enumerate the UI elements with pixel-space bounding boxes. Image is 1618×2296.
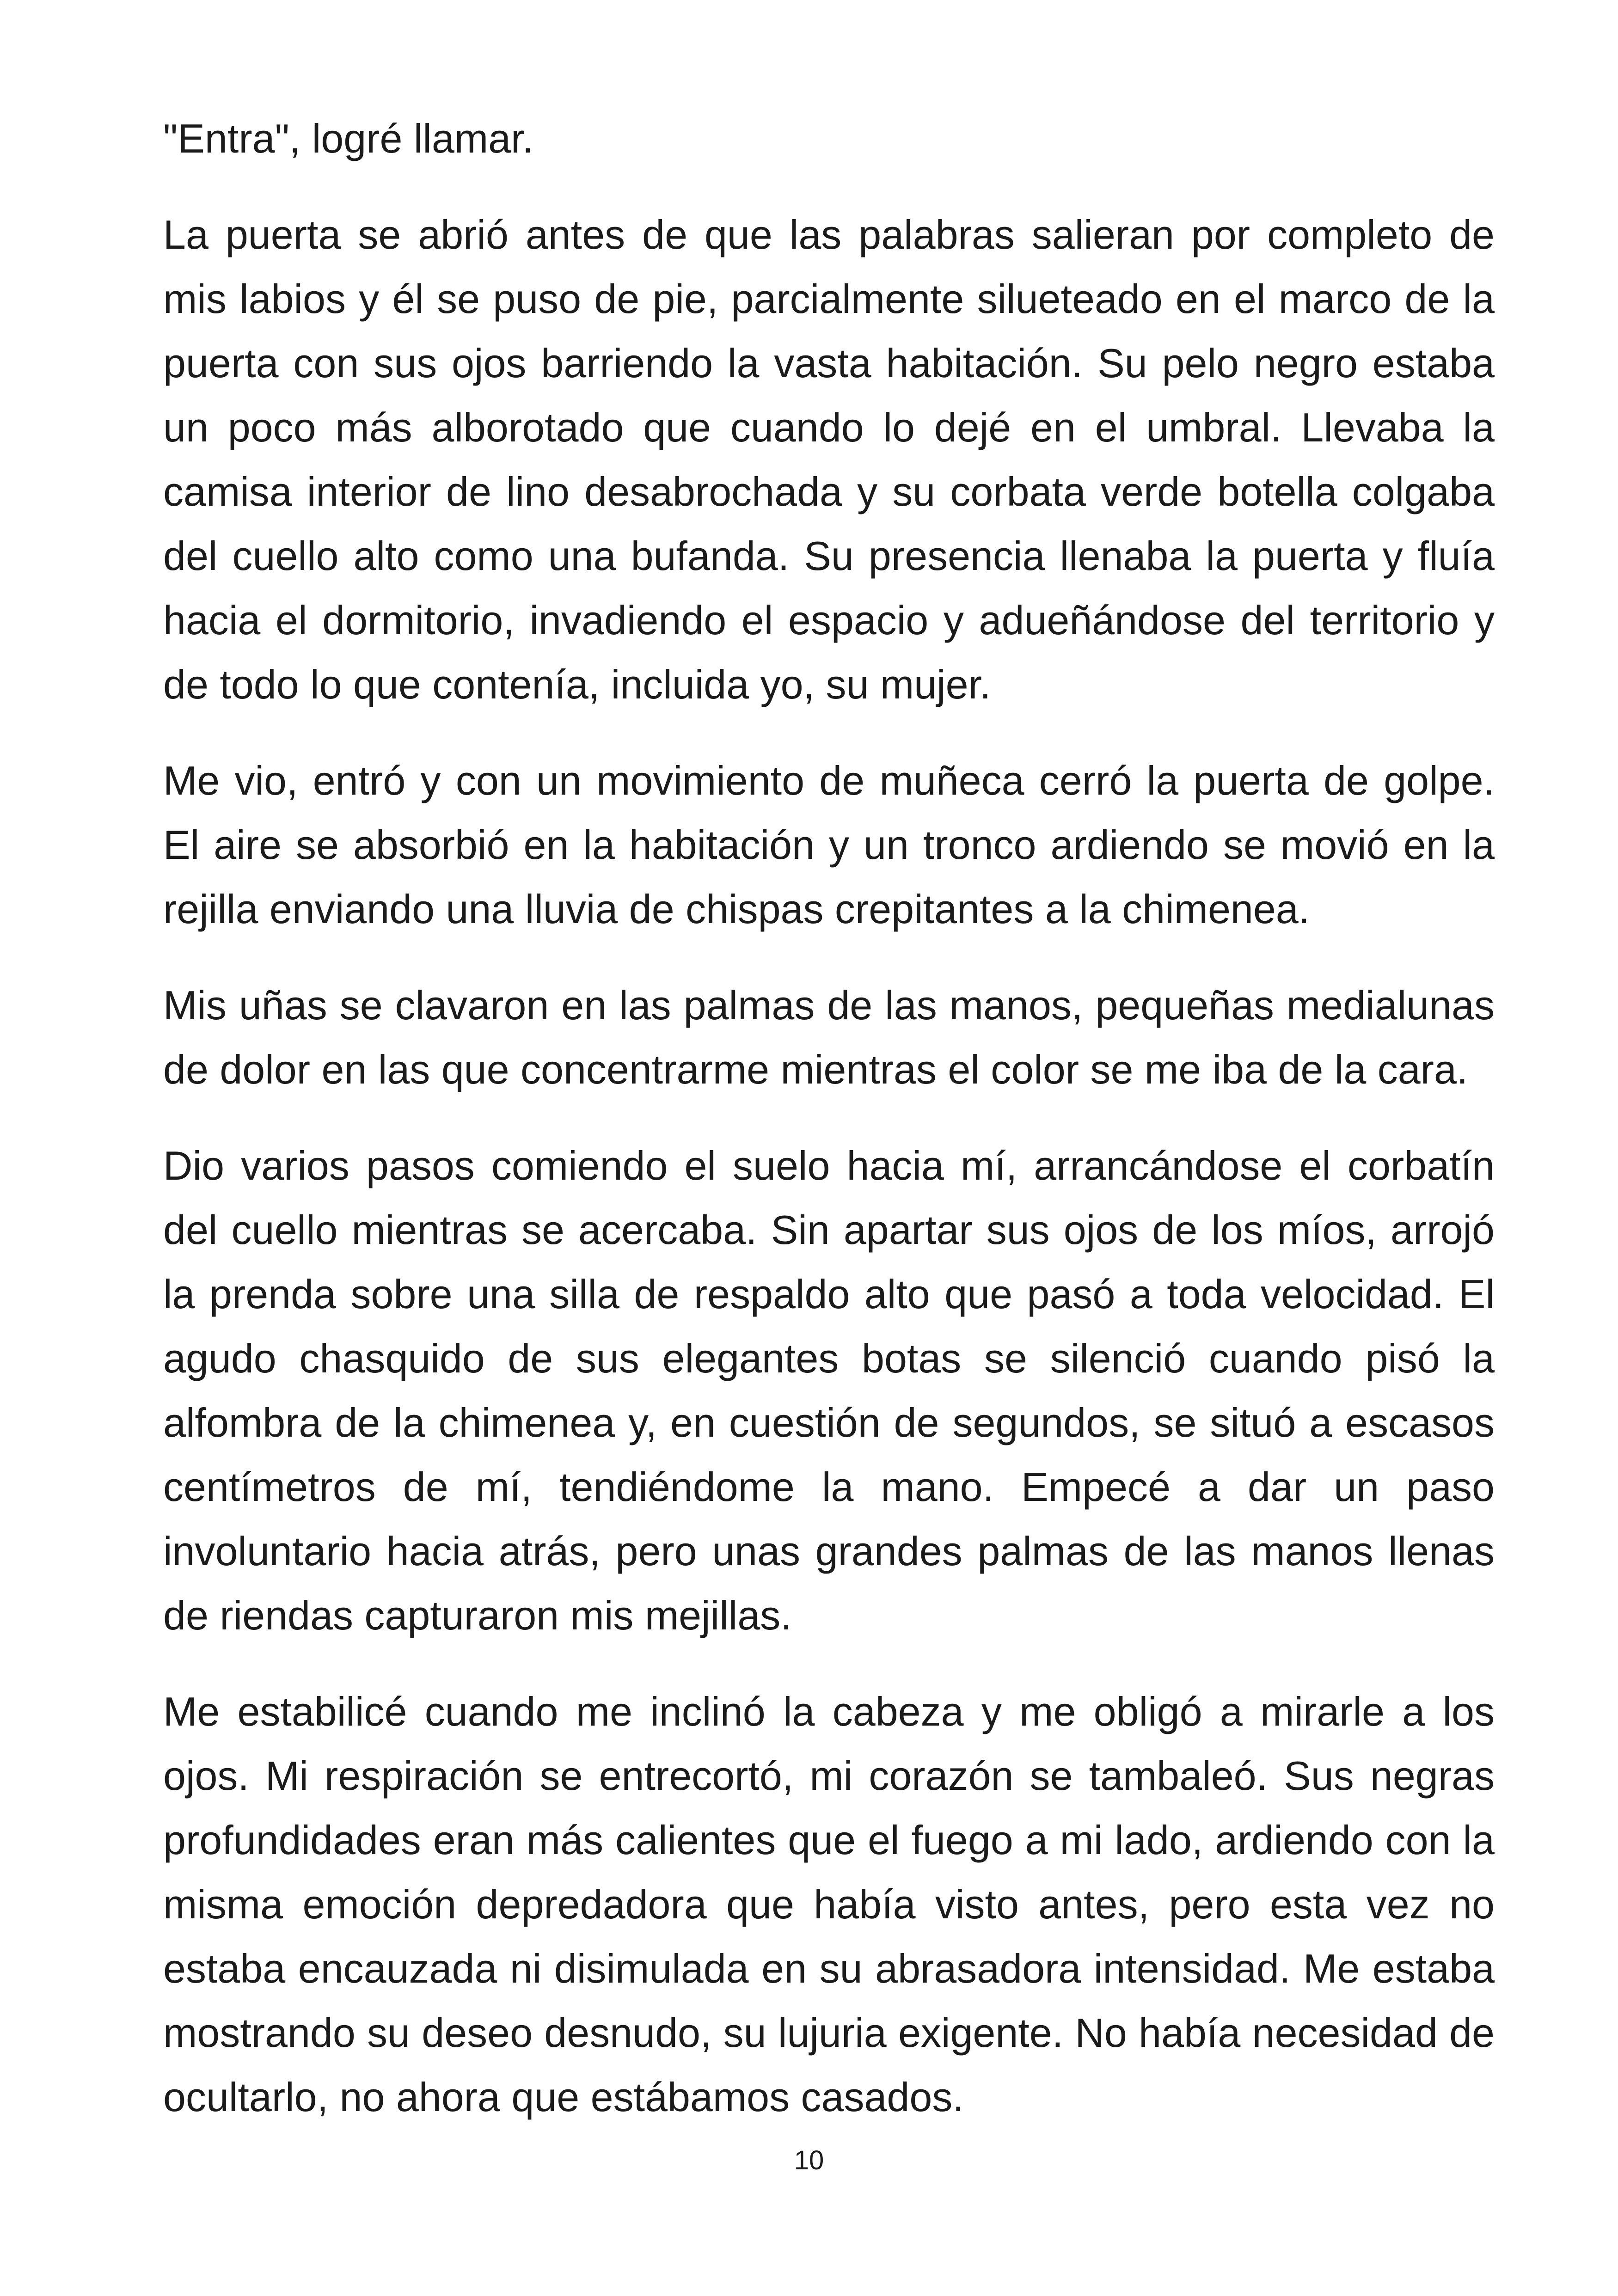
paragraph: La puerta se abrió antes de que las palabras salieran por completo de mis labios y él se puso de pie, parcialmente silueteado en el marco de la puerta con sus ojos barriendo la vasta habitación. Su pelo negro estaba un poco más alborotado que cuando lo dejé en el umbral. Llevaba la camisa interior de lino desabrochada y su corbata verde botella colgaba del cuello alto como una bufanda. Su presencia llenaba la puerta y fluía hacia el dormitorio, invadiendo el espacio y adueñándose del territorio y de todo lo que contenía, incluida yo, su mujer.: [163, 212, 1495, 707]
body-text: [163, 106, 1495, 2161]
page-number: 10: [794, 2145, 824, 2175]
paragraph: Me vio, entró y con un movimiento de muñeca cerró la puerta de golpe. El aire se absorbió en la habitación y un tronco ardiendo se movió en la rejilla enviando una lluvia de chispas crepitantes a la chimenea.: [163, 758, 1495, 932]
paragraph: Mis uñas se clavaron en las palmas de las manos, pequeñas medialunas de dolor en las que concentrarme mientras el color se me iba de la cara.: [163, 982, 1495, 1092]
paragraph: Dio varios pasos comiendo el suelo hacia mí, arrancándose el corbatín del cuello mientras se acercaba. Sin apartar sus ojos de los míos, arrojó la prenda sobre una silla de respaldo alto que pasó a toda velocidad. El agudo chasquido de sus elegantes botas se silenció cuando pisó la alfombra de la chimenea y, en cuestión de segundos, se situó a escasos centímetros de mí, tendiéndome la mano. Empecé a dar un paso involuntario hacia atrás, pero unas grandes palmas de las manos llenas de riendas capturaron mis mejillas.: [163, 1143, 1495, 1638]
paragraph-dialogue: "Entra", logré llamar.: [163, 116, 534, 161]
paragraph: Me estabilicé cuando me inclinó la cabeza y me obligó a mirarle a los ojos. Mi respiración se entrecortó, mi corazón se tambaleó. Sus negras profundidades eran más calientes que el fuego a mi lado, ardiendo con la misma emoción depredadora que había visto antes, pero esta vez no estaba encauzada ni disimulada en su abrasadora intensidad. Me estaba mostrando su deseo desnudo, su lujuria exigente. No había necesidad de ocultarlo, no ahora que estábamos casados.: [163, 1689, 1495, 2120]
